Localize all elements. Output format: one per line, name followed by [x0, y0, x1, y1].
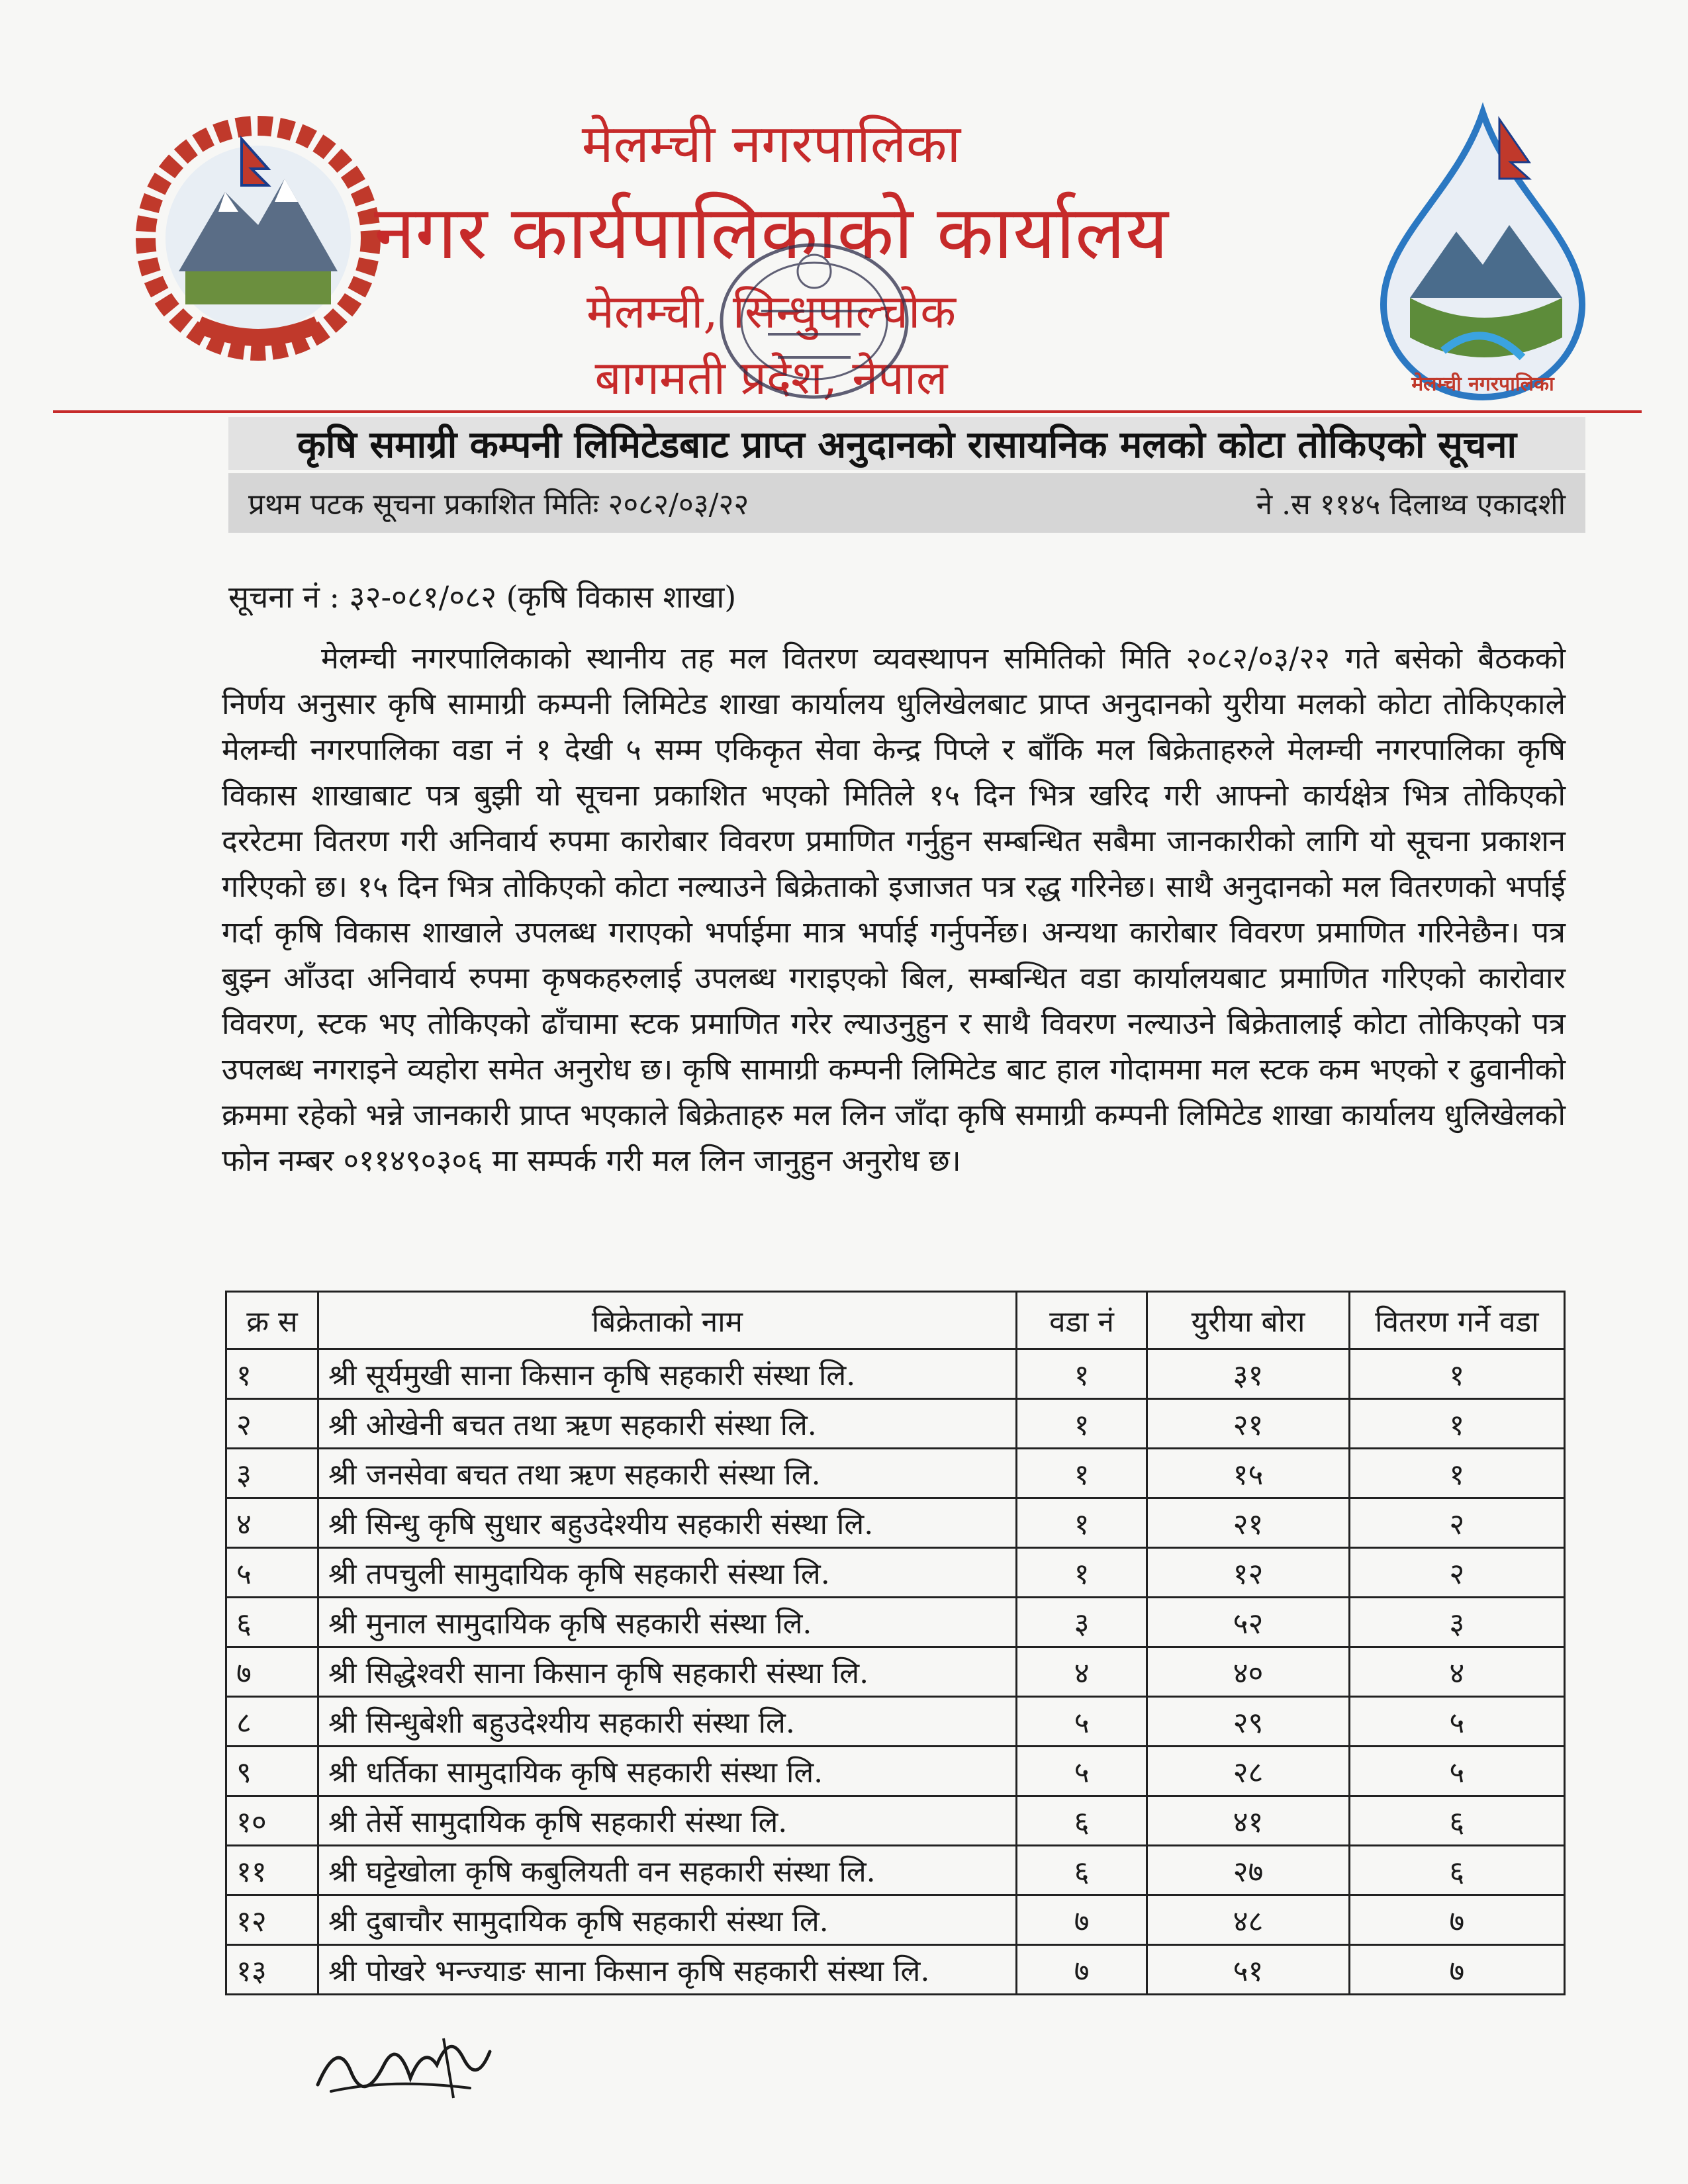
cell-serial: १३ [226, 1945, 318, 1995]
table-row [226, 1598, 1565, 1647]
cell-urea-bags: २७ [1147, 1846, 1349, 1895]
cell-distribution-ward: १ [1349, 1399, 1564, 1449]
table-row [226, 1647, 1565, 1697]
publication-date: प्रथम पटक सूचना प्रकाशित मितिः २०८२/०३/२२ [248, 488, 749, 522]
cell-vendor-name: श्री तपचुली सामुदायिक कृषि सहकारी संस्था लि. [318, 1548, 1017, 1598]
cell-vendor-name: श्री सूर्यमुखी साना किसान कृषि सहकारी संस्था लि. [318, 1349, 1017, 1399]
cell-vendor-name: श्री मुनाल सामुदायिक कृषि सहकारी संस्था लि. [318, 1598, 1017, 1647]
col-header-ward: वडा नं [1016, 1292, 1147, 1349]
nepal-sambat-date: ने .स ११४५ दिलाथ्व एकादशी [1256, 488, 1566, 522]
cell-urea-bags: १२ [1147, 1548, 1349, 1598]
office-seal-stamp-icon [715, 238, 914, 404]
col-header-urea-bags: युरीया बोरा [1147, 1292, 1349, 1349]
office-name: नगर कार्यपालिकाको कार्यालय [374, 190, 1168, 276]
cell-distribution-ward: १ [1349, 1449, 1564, 1498]
cell-urea-bags: ५२ [1147, 1598, 1349, 1647]
notice-body: मेलम्ची नगरपालिकाको स्थानीय तह मल वितरण व्यवस्थापन समितिको मिति २०८२/०३/२२ गते बसेको बैठकको निर्णय अनुसार कृषि सामाग्री कम्पनी लिमिटेड शाखा कार्यालय धुलिखेलबाट प्राप्त अनुदानको युरीया मलको कोटा तोकिएकाले मेलम्ची नगरपालिका वडा नं १ देखी ५ सम्म एकिकृत सेवा केन्द्र पिप्ले र बाँकि मल बिक्रेताहरुले मेलम्ची नगरपालिका कृषि विकास शाखाबाट पत्र बुझी यो सूचना प्रकाशित भएको मितिले १५ दिन भित्र खरिद गरी आफ्नो कार्यक्षेत्र भित्र तोकिएको दररेटमा वितरण गरी अनिवार्य रुपमा कारोबार विवरण प्रमाणित गर्नुहुन सम्बन्धित सबैमा जानकारीको लागि यो सूचना प्रकाशन गरिएको छ। १५ दिन भित्र तोकिएको कोटा नल्याउने बिक्रेताको इजाजत पत्र रद्ध गरिनेछ। साथै अनुदानको मल वितरणको भर्पाई गर्दा कृषि विकास शाखाले उपलब्ध गराएको भर्पाईमा मात्र भर्पाई गर्नुपर्नेछ। अन्यथा कारोबार विवरण प्रमाणित गरिनेछैन। पत्र बुझ्न आँउदा अनिवार्य रुपमा कृषकहरुलाई उपलब्ध गराइएको बिल, सम्बन्धित वडा कार्यालयबाट प्रमाणित गरिएको कारोवार विवरण, स्टक भए तोकिएको ढाँचामा स्टक प्रमाणित गरेर ल्याउनुहुन र साथै विवरण नल्याउने बिक्रेतालाई कोटा तोकिएको पत्र उपलब्ध नगराइने व्यहोरा समेत अनुरोध छ। कृषि सामाग्री कम्पनी लिमिटेड बाट हाल गोदाममा मल स्टक कम भएको र ढुवानीको क्रममा रहेको भन्ने जानकारी प्राप्त भएकाले बिक्रेताहरु मल लिन जाँदा कृषि समाग्री कम्पनी लिमिटेड शाखा कार्यालय धुलिखेलको फोन नम्बर ०११४९०३०६ मा सम्पर्क गरी मल लिन जानुहुन अनुरोध छ। [222, 641, 1566, 1178]
cell-serial: ३ [226, 1449, 318, 1498]
cell-urea-bags: २१ [1147, 1399, 1349, 1449]
cell-serial: २ [226, 1399, 318, 1449]
cell-ward: १ [1016, 1498, 1147, 1548]
cell-ward: ७ [1016, 1945, 1147, 1995]
cell-urea-bags: ४८ [1147, 1895, 1349, 1945]
cell-serial: १२ [226, 1895, 318, 1945]
cell-serial: ४ [226, 1498, 318, 1548]
cell-vendor-name: श्री दुबाचौर सामुदायिक कृषि सहकारी संस्था लि. [318, 1895, 1017, 1945]
cell-serial: ८ [226, 1697, 318, 1747]
cell-distribution-ward: ४ [1349, 1647, 1564, 1697]
cell-urea-bags: ४० [1147, 1647, 1349, 1697]
table-row [226, 1945, 1565, 1995]
cell-vendor-name: श्री जनसेवा बचत तथा ऋण सहकारी संस्था लि. [318, 1449, 1017, 1498]
cell-distribution-ward: १ [1349, 1349, 1564, 1399]
col-header-vendor-name: बिक्रेताको नाम [318, 1292, 1017, 1349]
cell-serial: १० [226, 1796, 318, 1846]
cell-vendor-name: श्री ओखेनी बचत तथा ऋण सहकारी संस्था लि. [318, 1399, 1017, 1449]
cell-vendor-name: श्री सिन्धुबेशी बहुउदेश्यीय सहकारी संस्था लि. [318, 1697, 1017, 1747]
cell-ward: ५ [1016, 1747, 1147, 1796]
cell-urea-bags: ४१ [1147, 1796, 1349, 1846]
cell-vendor-name: श्री पोखरे भन्ज्याङ साना किसान कृषि सहकारी संस्था लि. [318, 1945, 1017, 1995]
cell-distribution-ward: ५ [1349, 1747, 1564, 1796]
cell-ward: १ [1016, 1349, 1147, 1399]
municipality-name: मेलम्ची नगरपालिका [581, 113, 961, 175]
cell-distribution-ward: २ [1349, 1548, 1564, 1598]
table-row [226, 1697, 1565, 1747]
header-divider [53, 410, 1642, 413]
cell-urea-bags: २८ [1147, 1747, 1349, 1796]
notice-meta-bar [228, 473, 1585, 533]
cell-serial: ७ [226, 1647, 318, 1697]
notice-subject: कृषि समाग्री कम्पनी लिमिटेडबाट प्राप्त अनुदानको रासायनिक मलको कोटा तोकिएको सूचना [228, 417, 1585, 470]
cell-ward: ७ [1016, 1895, 1147, 1945]
vendor-quota-table [225, 1291, 1566, 1995]
handwritten-signature-icon [311, 2025, 503, 2105]
col-header-distribution-ward: वितरण गर्ने वडा [1349, 1292, 1564, 1349]
office-location: मेलम्ची, सिन्धुपाल्चोक [586, 285, 957, 339]
logo-caption: मेलम्ची नगरपालिका [1411, 373, 1554, 396]
cell-urea-bags: ३१ [1147, 1349, 1349, 1399]
cell-ward: ६ [1016, 1846, 1147, 1895]
cell-serial: ११ [226, 1846, 318, 1895]
cell-serial: ५ [226, 1548, 318, 1598]
table-row [226, 1349, 1565, 1399]
cell-distribution-ward: ५ [1349, 1697, 1564, 1747]
cell-ward: १ [1016, 1399, 1147, 1449]
col-header-serial: क्र स [226, 1292, 318, 1349]
notice-number: सूचना नं : ३२-०८१/०८२ (कृषि विकास शाखा) [228, 579, 737, 615]
table-row [226, 1895, 1565, 1945]
table-row [226, 1399, 1565, 1449]
table-row [226, 1548, 1565, 1598]
cell-vendor-name: श्री घट्टेखोला कृषि कबुलियती वन सहकारी संस्था लि. [318, 1846, 1017, 1895]
cell-vendor-name: श्री सिद्धेश्वरी साना किसान कृषि सहकारी संस्था लि. [318, 1647, 1017, 1697]
table-row [226, 1747, 1565, 1796]
table-row [226, 1796, 1565, 1846]
cell-ward: ६ [1016, 1796, 1147, 1846]
cell-urea-bags: १५ [1147, 1449, 1349, 1498]
cell-urea-bags: २१ [1147, 1498, 1349, 1548]
cell-serial: ९ [226, 1747, 318, 1796]
cell-vendor-name: श्री धर्तिका सामुदायिक कृषि सहकारी संस्था लि. [318, 1747, 1017, 1796]
table-row [226, 1846, 1565, 1895]
cell-distribution-ward: ७ [1349, 1945, 1564, 1995]
table-row [226, 1449, 1565, 1498]
cell-ward: ५ [1016, 1697, 1147, 1747]
cell-distribution-ward: ७ [1349, 1895, 1564, 1945]
table-header-row [226, 1292, 1565, 1349]
cell-ward: १ [1016, 1449, 1147, 1498]
cell-urea-bags: ५१ [1147, 1945, 1349, 1995]
cell-ward: ३ [1016, 1598, 1147, 1647]
cell-vendor-name: श्री तेर्से सामुदायिक कृषि सहकारी संस्था लि. [318, 1796, 1017, 1846]
cell-distribution-ward: २ [1349, 1498, 1564, 1548]
cell-serial: ६ [226, 1598, 318, 1647]
cell-vendor-name: श्री सिन्धु कृषि सुधार बहुउदेश्यीय सहकारी संस्था लि. [318, 1498, 1017, 1548]
cell-urea-bags: २९ [1147, 1697, 1349, 1747]
cell-distribution-ward: ६ [1349, 1846, 1564, 1895]
cell-ward: ४ [1016, 1647, 1147, 1697]
cell-distribution-ward: ३ [1349, 1598, 1564, 1647]
cell-distribution-ward: ६ [1349, 1796, 1564, 1846]
cell-serial: १ [226, 1349, 318, 1399]
cell-ward: १ [1016, 1548, 1147, 1598]
table-row [226, 1498, 1565, 1548]
province-name: बागमती प्रदेश, नेपाल [594, 351, 948, 405]
